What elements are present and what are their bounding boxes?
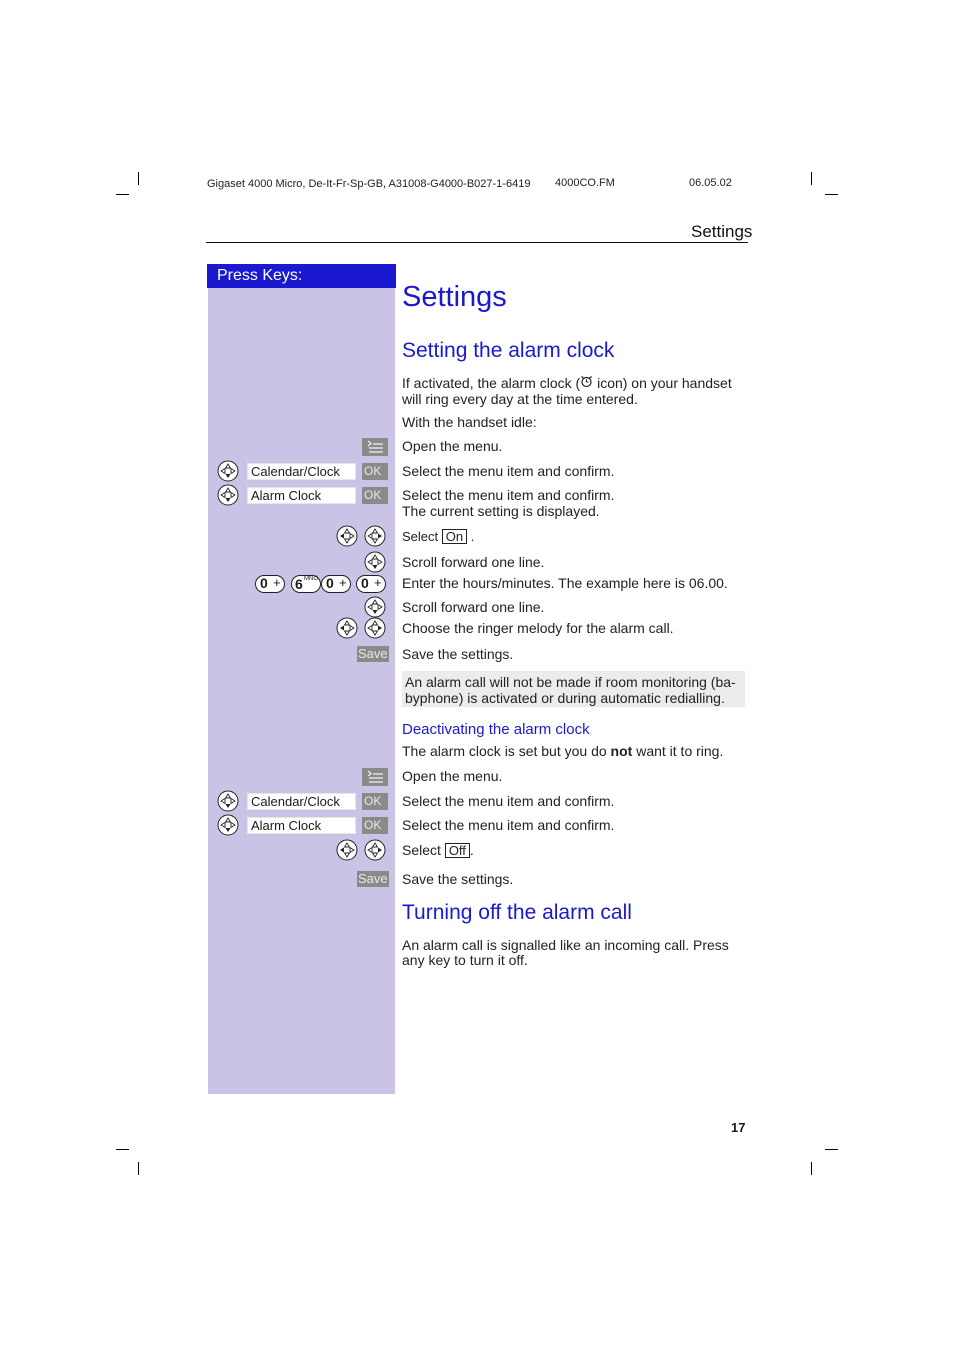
nav-key-icon bbox=[217, 814, 239, 836]
nav-key-icon bbox=[336, 839, 358, 861]
intro-line-2: will ring every day at the time entered. bbox=[402, 391, 638, 407]
nav-key[interactable] bbox=[364, 839, 386, 861]
save-key[interactable]: Save bbox=[358, 646, 388, 661]
section-title: Settings bbox=[691, 222, 753, 241]
ok-key[interactable]: OK bbox=[362, 463, 388, 480]
crop-mark bbox=[138, 1162, 139, 1175]
select-confirm-text: Select the menu item and confirm. bbox=[402, 463, 615, 479]
crop-mark bbox=[825, 194, 838, 195]
turnoff-line-1: An alarm call is signalled like an incoming call. Press bbox=[402, 937, 729, 953]
page-title: Settings bbox=[402, 281, 507, 313]
ringer-text: Choose the ringer melody for the alarm call. bbox=[402, 620, 674, 636]
note-line: byphone) is activated or during automatic redialling. bbox=[405, 690, 725, 706]
ok-key[interactable]: OK bbox=[362, 793, 388, 810]
nav-key[interactable] bbox=[364, 525, 386, 547]
alarm-heading: Setting the alarm clock bbox=[402, 339, 615, 362]
alarm-clock-icon bbox=[580, 375, 593, 388]
nav-key[interactable] bbox=[336, 617, 358, 639]
note-line: An alarm call will not be made if room monitoring (ba- bbox=[405, 674, 736, 690]
ok-key[interactable]: OK bbox=[362, 487, 388, 504]
current-setting-text: The current setting is displayed. bbox=[402, 503, 600, 519]
file-name: 4000CO.FM bbox=[555, 177, 615, 189]
deactivate-text: The alarm clock is set but you do not want it to ring. bbox=[402, 743, 724, 759]
enter-time-text: Enter the hours/minutes. The example here is 06.00. bbox=[402, 575, 728, 591]
select-confirm-text: Select the menu item and confirm. bbox=[402, 487, 615, 503]
scroll-text: Scroll forward one line. bbox=[402, 554, 545, 570]
save-text: Save the settings. bbox=[402, 646, 514, 662]
press-keys-column bbox=[208, 264, 395, 1094]
select-confirm-text: Select the menu item and confirm. bbox=[402, 793, 615, 809]
menu-icon bbox=[362, 768, 388, 786]
off-option[interactable]: Off bbox=[445, 843, 470, 858]
deactivate-heading: Deactivating the alarm clock bbox=[402, 721, 590, 738]
doc-date: 06.05.02 bbox=[689, 177, 732, 189]
nav-key[interactable] bbox=[217, 790, 239, 812]
nav-key-icon bbox=[217, 484, 239, 506]
menu-key[interactable] bbox=[362, 768, 388, 786]
nav-key-icon bbox=[217, 790, 239, 812]
doc-info: Gigaset 4000 Micro, De-It-Fr-Sp-GB, A31008-G4000-B027-1-6419 bbox=[207, 178, 531, 190]
select-confirm-text: Select the menu item and confirm. bbox=[402, 817, 615, 833]
nav-key[interactable] bbox=[217, 460, 239, 482]
nav-key-icon bbox=[336, 617, 358, 639]
crop-mark bbox=[116, 1149, 129, 1150]
crop-mark bbox=[138, 172, 139, 185]
nav-key-icon bbox=[364, 596, 386, 618]
ok-key[interactable]: OK bbox=[362, 817, 388, 834]
crop-mark bbox=[116, 194, 129, 195]
nav-key[interactable] bbox=[336, 839, 358, 861]
open-menu-text: Open the menu. bbox=[402, 768, 503, 784]
digit-key-6[interactable]: 6 MNO bbox=[291, 575, 321, 593]
nav-key[interactable] bbox=[364, 596, 386, 618]
nav-key-icon bbox=[364, 551, 386, 573]
idle-text: With the handset idle: bbox=[402, 414, 537, 430]
open-menu-text: Open the menu. bbox=[402, 438, 503, 454]
crop-mark bbox=[811, 1162, 812, 1175]
save-text: Save the settings. bbox=[402, 871, 514, 887]
digit-key-0[interactable]: 0 + bbox=[321, 575, 351, 593]
on-option[interactable]: On bbox=[442, 529, 467, 544]
save-key[interactable]: Save bbox=[358, 871, 388, 886]
nav-key-icon bbox=[217, 460, 239, 482]
nav-key[interactable] bbox=[364, 617, 386, 639]
nav-key-icon bbox=[364, 839, 386, 861]
menu-key[interactable] bbox=[362, 438, 388, 456]
select-off-text: Select Off . bbox=[402, 842, 474, 858]
nav-key[interactable] bbox=[217, 484, 239, 506]
turnoff-line-2: any key to turn it off. bbox=[402, 952, 528, 968]
nav-key[interactable] bbox=[217, 814, 239, 836]
select-on-text: Select On . bbox=[402, 529, 475, 544]
digit-key-0[interactable]: 0 + bbox=[356, 575, 386, 593]
nav-key-icon bbox=[364, 525, 386, 547]
alarm-clock-display[interactable]: Alarm Clock bbox=[247, 487, 356, 504]
nav-key[interactable] bbox=[364, 551, 386, 573]
nav-key-icon bbox=[336, 525, 358, 547]
crop-mark bbox=[825, 1149, 838, 1150]
scroll-text: Scroll forward one line. bbox=[402, 599, 545, 615]
alarm-clock-display[interactable]: Alarm Clock bbox=[247, 817, 356, 834]
intro-line-1: If activated, the alarm clock ( icon) on your handset bbox=[402, 375, 732, 391]
digit-key-0[interactable]: 0 + bbox=[255, 575, 285, 593]
nav-key-icon bbox=[364, 617, 386, 639]
calendar-clock-display[interactable]: Calendar/Clock bbox=[247, 793, 356, 810]
page-number: 17 bbox=[731, 1120, 746, 1135]
note-box bbox=[402, 671, 745, 707]
nav-key[interactable] bbox=[336, 525, 358, 547]
header-rule bbox=[206, 242, 748, 243]
turnoff-heading: Turning off the alarm call bbox=[402, 901, 632, 924]
menu-icon bbox=[362, 438, 388, 456]
calendar-clock-display[interactable]: Calendar/Clock bbox=[247, 463, 356, 480]
crop-mark bbox=[811, 172, 812, 185]
press-keys-title: Press Keys: bbox=[207, 264, 396, 288]
